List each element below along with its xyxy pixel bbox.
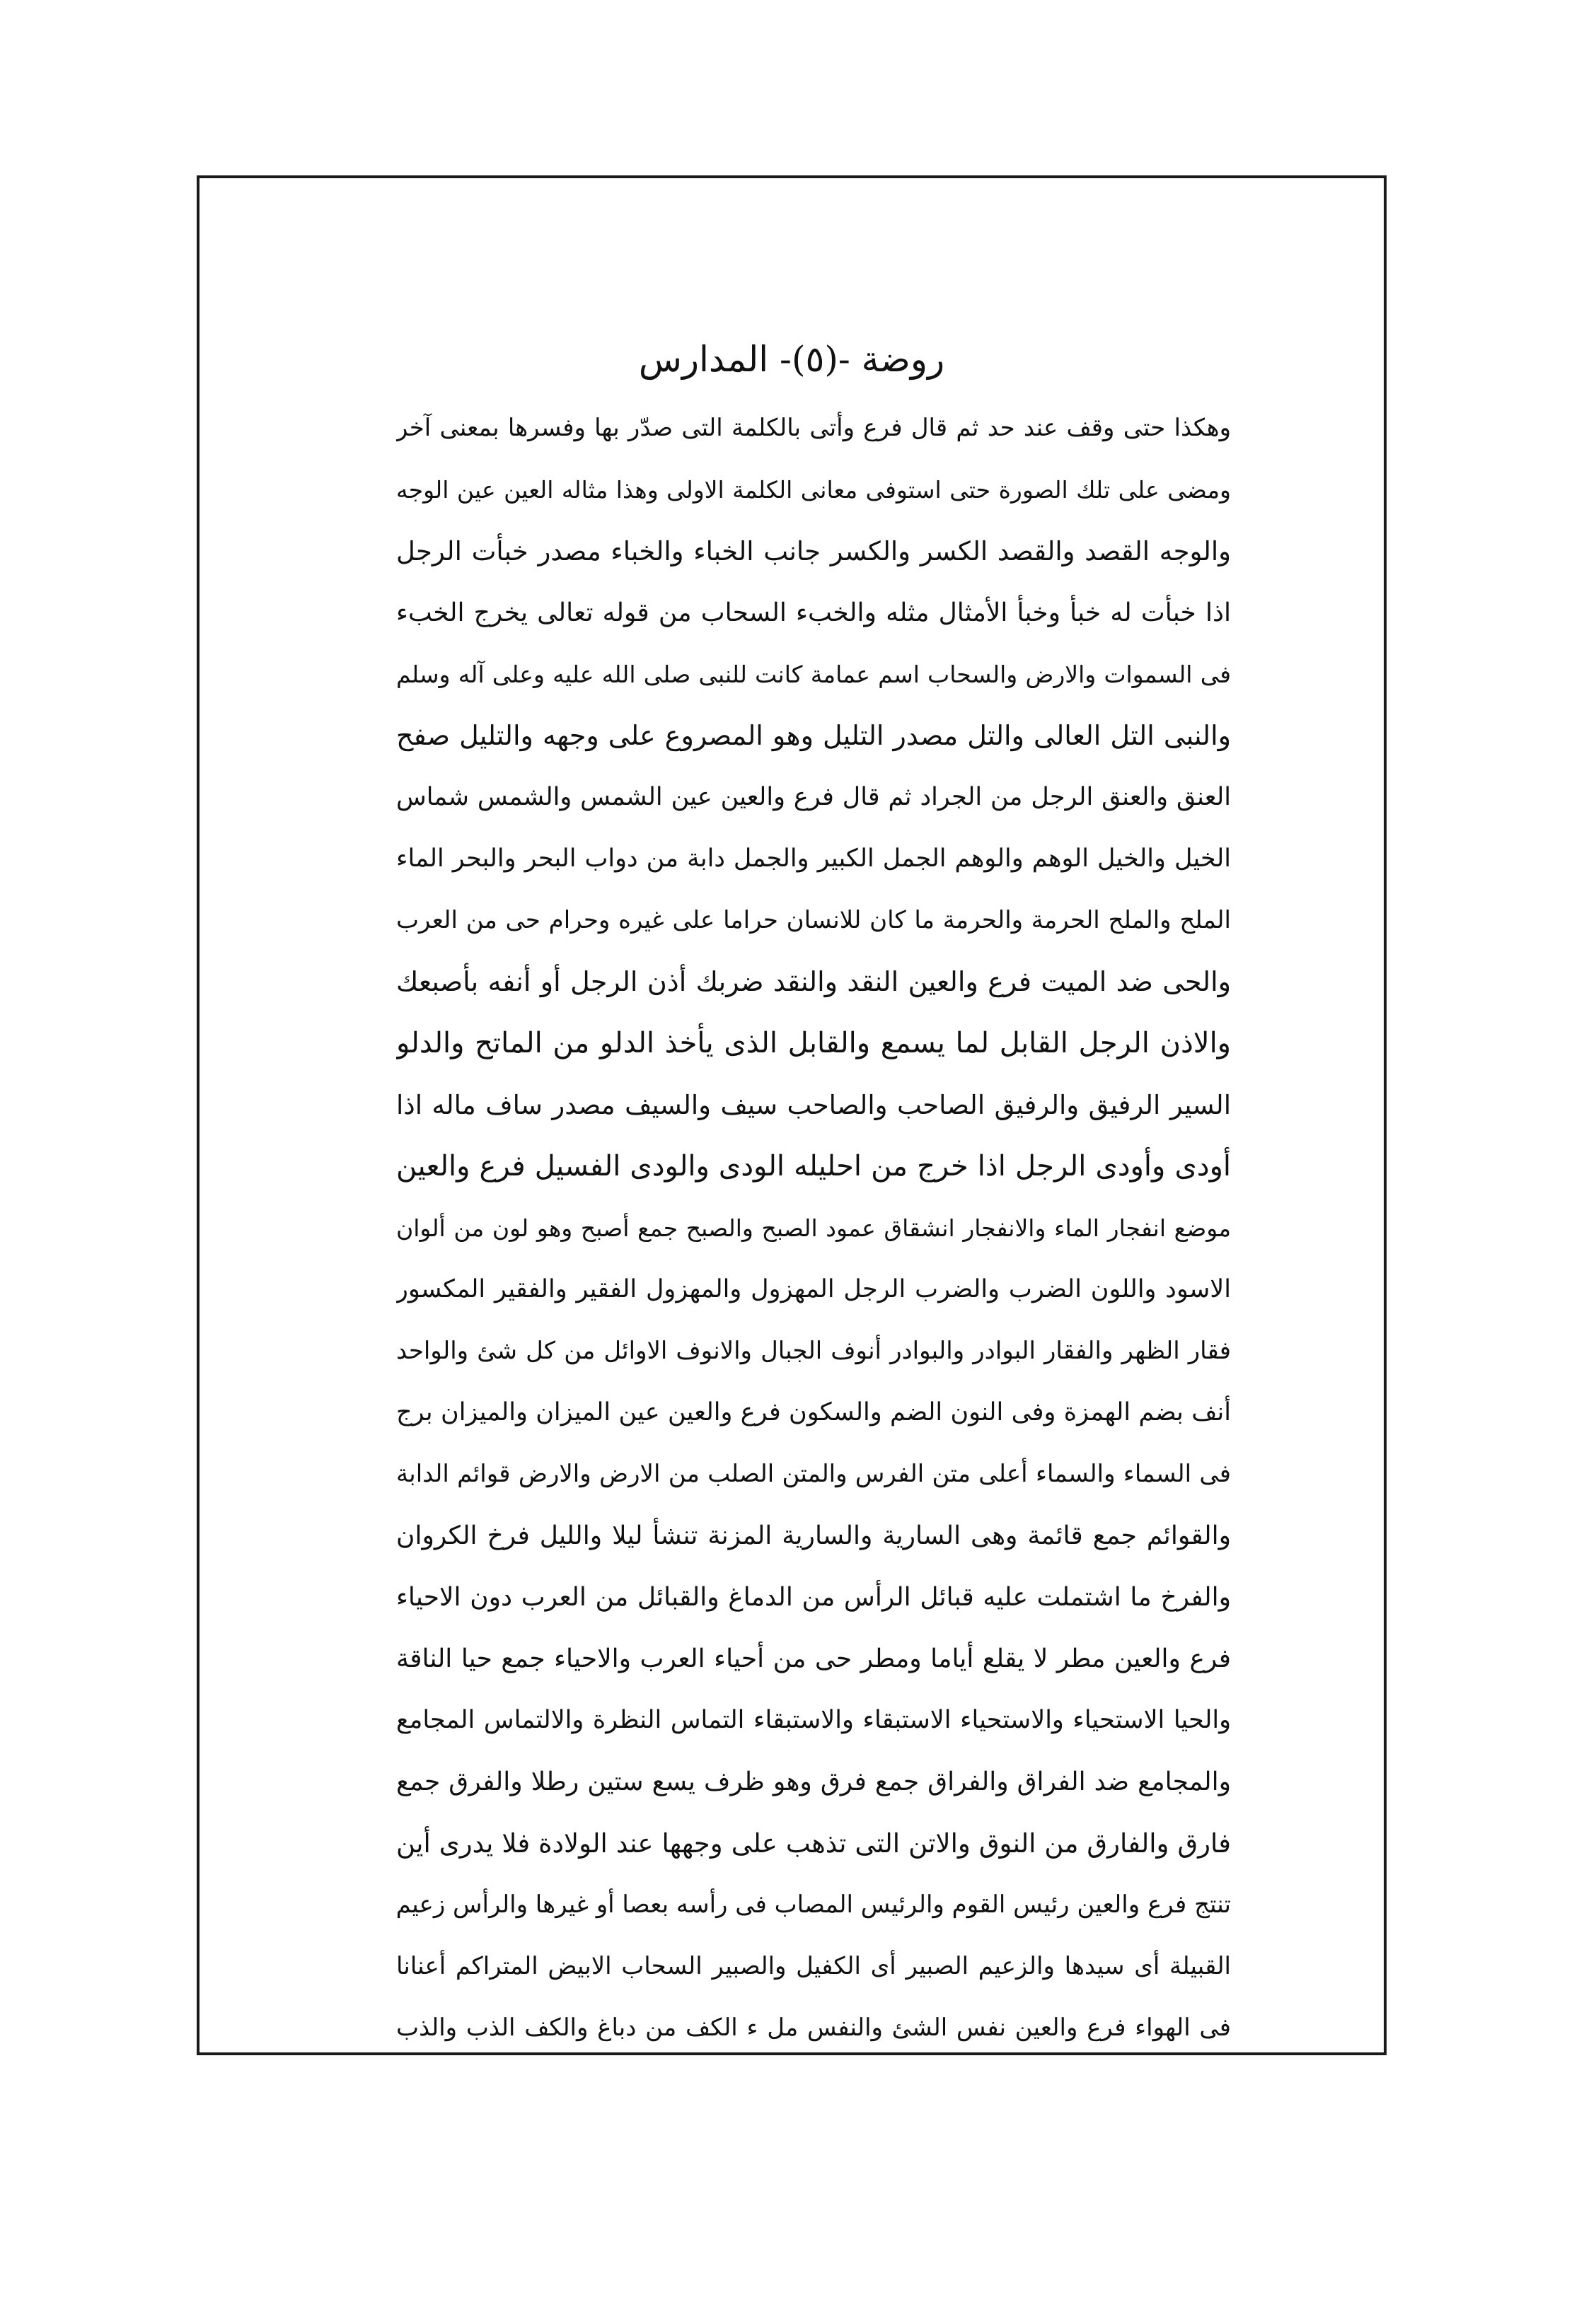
text-line: القبيلة أى سيدها والزعيم الصبير أى الكفيل والصبير السحاب الابيض المتراكم أعنانا: [396, 1952, 1231, 1980]
text-line: أودى وأودى الرجل اذا خرج من احليله الودى والودى الفسيل فرع والعين: [396, 1150, 1231, 1183]
text-line: والمجامع ضد الفراق والفراق جمع فرق وهو ظرف يسع ستين رطلا والفرق جمع: [396, 1767, 1231, 1796]
text-line: والاذن الرجل القابل لما يسمع والقابل الذى يأخذ الدلو من الماتح والدلو: [396, 1027, 1231, 1059]
text-line: فقار الظهر والفقار البوادر والبوادر أنوف الجبال والانوف الاوائل من كل شئ والواحد: [396, 1337, 1231, 1365]
text-line: والوجه القصد والقصد الكسر والكسر جانب الخباء والخباء مصدر خبأت الرجل: [396, 536, 1231, 567]
text-line: اذا خبأت له خبأ وخبأ الأمثال مثله والخبء السحاب من قوله تعالى يخرج الخبء: [396, 598, 1231, 627]
text-line: تنتج فرع والعين رئيس القوم والرئيس المصاب فى رأسه بعصا أو غيرها والرأس زعيم: [396, 1890, 1231, 1919]
text-line: الاسود واللون الضرب والضرب الرجل المهزول والمهزول الفقير والفقير المكسور: [396, 1275, 1231, 1303]
text-line: أنف بضم الهمزة وفى النون الضم والسكون فرع والعين عين الميزان والميزان برج: [396, 1398, 1231, 1427]
text-line: العنق والعنق الرجل من الجراد ثم قال فرع والعين عين الشمس والشمس شماس: [396, 783, 1231, 811]
text-line: موضع انفجار الماء والانفجار انشقاق عمود الصبح والصبح جمع أصبح وهو لون من ألوان: [396, 1214, 1231, 1242]
text-line: فى الهواء فرع والعين نفس الشئ والنفس مل ء الكف من دباغ والكف الذب والذب: [396, 2014, 1231, 2042]
body-text: [396, 397, 1231, 2059]
text-line: فى السموات والارض والسحاب اسم عمامة كانت للنبى صلى الله عليه وعلى آله وسلم: [396, 661, 1231, 688]
text-line: ومضى على تلك الصورة حتى استوفى معانى الكلمة الاولى وهذا مثاله العين عين الوجه: [396, 476, 1231, 504]
text-line: وهكذا حتى وقف عند حد ثم قال فرع وأتى بالكلمة التى صدّر بها وفسرها بمعنى آخر: [396, 414, 1231, 442]
text-line: والنبى التل العالى والتل مصدر التليل وهو المصروع على وجهه والتليل صفح: [396, 720, 1231, 751]
text-line: السير الرفيق والرفيق الصاحب والصاحب سيف والسيف مصدر ساف ماله اذا: [396, 1090, 1231, 1120]
text-line: والحى ضد الميت فرع والعين النقد والنقد ضربك أذن الرجل أو أنفه بأصبعك: [396, 966, 1231, 997]
text-line: والقوائم جمع قائمة وهى السارية والسارية المزنة تنشأ ليلا والليل فرخ الكروان: [396, 1521, 1231, 1550]
text-line: الملح والملح الحرمة والحرمة ما كان للانسان حراما على غيره وحرام حى من العرب: [396, 906, 1231, 934]
page-header: روضة -(٥)- المدارس: [638, 339, 945, 380]
text-line: الخيل والخيل الوهم والوهم الجمل الكبير والجمل دابة من دواب البحر والبحر الماء: [396, 844, 1231, 873]
text-line: فى السماء والسماء أعلى متن الفرس والمتن الصلب من الارض والارض قوائم الدابة: [396, 1460, 1231, 1488]
text-line: فرع والعين مطر لا يقلع أياما ومطر حى من أحياء العرب والاحياء جمع حيا الناقة: [396, 1644, 1231, 1673]
text-line: فارق والفارق من النوق والاتن التى تذهب على وجهها عند الولادة فلا يدرى أين: [396, 1828, 1231, 1859]
text-line: والفرخ ما اشتملت عليه قبائل الرأس من الدماغ والقبائل من العرب دون الاحياء: [396, 1583, 1231, 1612]
text-line: والحيا الاستحياء والاستحياء الاستبقاء والاستبقاء التماس النظرة والالتماس المجامع: [396, 1706, 1231, 1734]
